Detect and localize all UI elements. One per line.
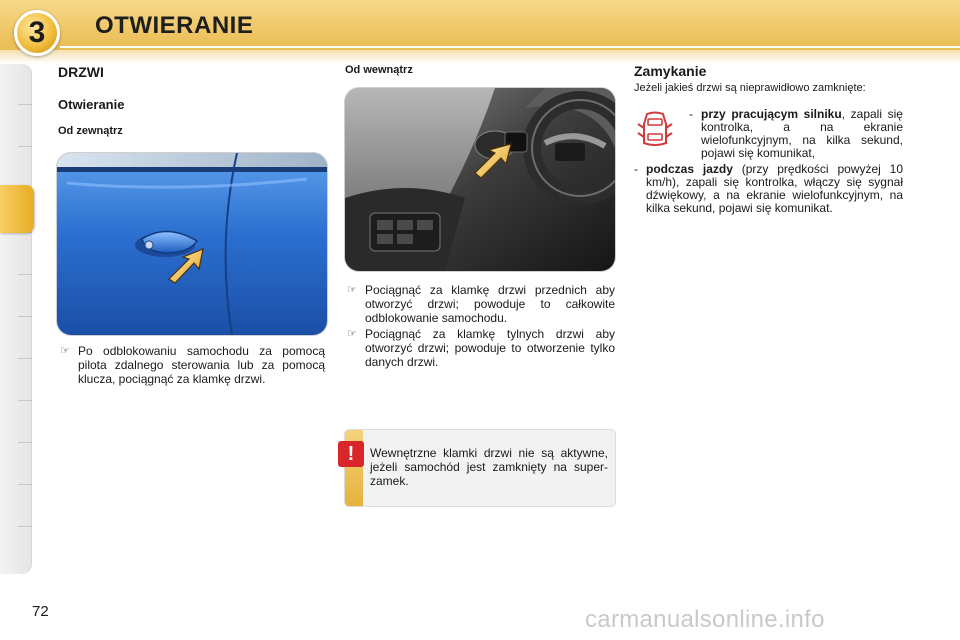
heading-from-inside: Od wewnątrz	[345, 64, 413, 76]
bullet-text: Pociągnąć za klamkę tylnych drzwi aby otworzyć drzwi; powoduje to otworzenie tylko danych drzwi.	[365, 327, 615, 369]
bullet-text: Po odblokowaniu samochodu za pomocą pilota zdalnego sterowania lub za pomocą klucza, pociągnąć za klamkę drzwi.	[78, 344, 325, 386]
list-item	[634, 163, 903, 215]
item-emphasis: przy pracującym silniku	[701, 107, 842, 121]
header-rule	[60, 46, 960, 48]
chapter-badge	[14, 10, 60, 56]
item-text: (przy prędkości powyżej 10 km/h), zapali się kontrolka, włączy się sygnał dźwiękowy, a na ekranie wielofunkcyjnym, na kilka sekund, pojawi się komunikat.	[646, 162, 903, 215]
list-item	[60, 344, 325, 386]
tab-divider	[18, 526, 32, 527]
page-title: OTWIERANIE	[95, 12, 254, 39]
list-item	[347, 283, 615, 325]
chapter-number: 3	[28, 16, 46, 49]
tab-divider	[18, 104, 32, 105]
section-title-closing: Zamykanie	[634, 63, 707, 79]
tab-divider	[18, 442, 32, 443]
warning-text: Wewnętrzne klamki drzwi nie są aktywne, jeżeli samochód jest zamknięty na super-zamek.	[370, 446, 608, 488]
warning-icon: !	[338, 441, 364, 467]
item-emphasis: podczas jazdy	[646, 162, 733, 176]
tab-divider	[18, 358, 32, 359]
bullet-hand-icon: ☞	[347, 328, 357, 340]
list-item	[347, 327, 615, 369]
tab-divider	[18, 484, 32, 485]
header-fade	[0, 50, 960, 64]
heading-from-outside: Od zewnątrz	[58, 125, 123, 137]
interior-door-handle-icon	[345, 88, 615, 271]
dash-marker: -	[689, 107, 693, 121]
door-open-warning-icon	[635, 110, 675, 150]
chapter-tab-active[interactable]	[0, 185, 34, 233]
chapter-tab-strip	[0, 64, 32, 574]
closing-intro: Jeżeli jakieś drzwi są nieprawidłowo zamknięte:	[634, 82, 866, 94]
bullet-hand-icon: ☞	[347, 284, 357, 296]
list-item	[689, 108, 903, 160]
page-number: 72	[32, 603, 49, 620]
bullet-text: Pociągnąć za klamkę drzwi przednich aby otworzyć drzwi; powoduje to całkowite odblokowanie samochodu.	[365, 283, 615, 325]
dash-marker: -	[634, 162, 638, 176]
item-text: , zapali się kontrolka, a na ekranie wielofunkcyjnym, na kilka sekund, pojawi się komunikat,	[701, 107, 903, 160]
subsection-title-opening: Otwieranie	[58, 97, 125, 112]
tab-divider	[18, 146, 32, 147]
tab-divider	[18, 316, 32, 317]
section-title-doors: DRZWI	[58, 64, 104, 80]
watermark: carmanualsonline.info	[585, 606, 825, 633]
bullet-hand-icon: ☞	[60, 345, 70, 357]
tab-divider	[18, 400, 32, 401]
exterior-door-handle-icon	[57, 153, 327, 335]
tab-divider	[18, 274, 32, 275]
